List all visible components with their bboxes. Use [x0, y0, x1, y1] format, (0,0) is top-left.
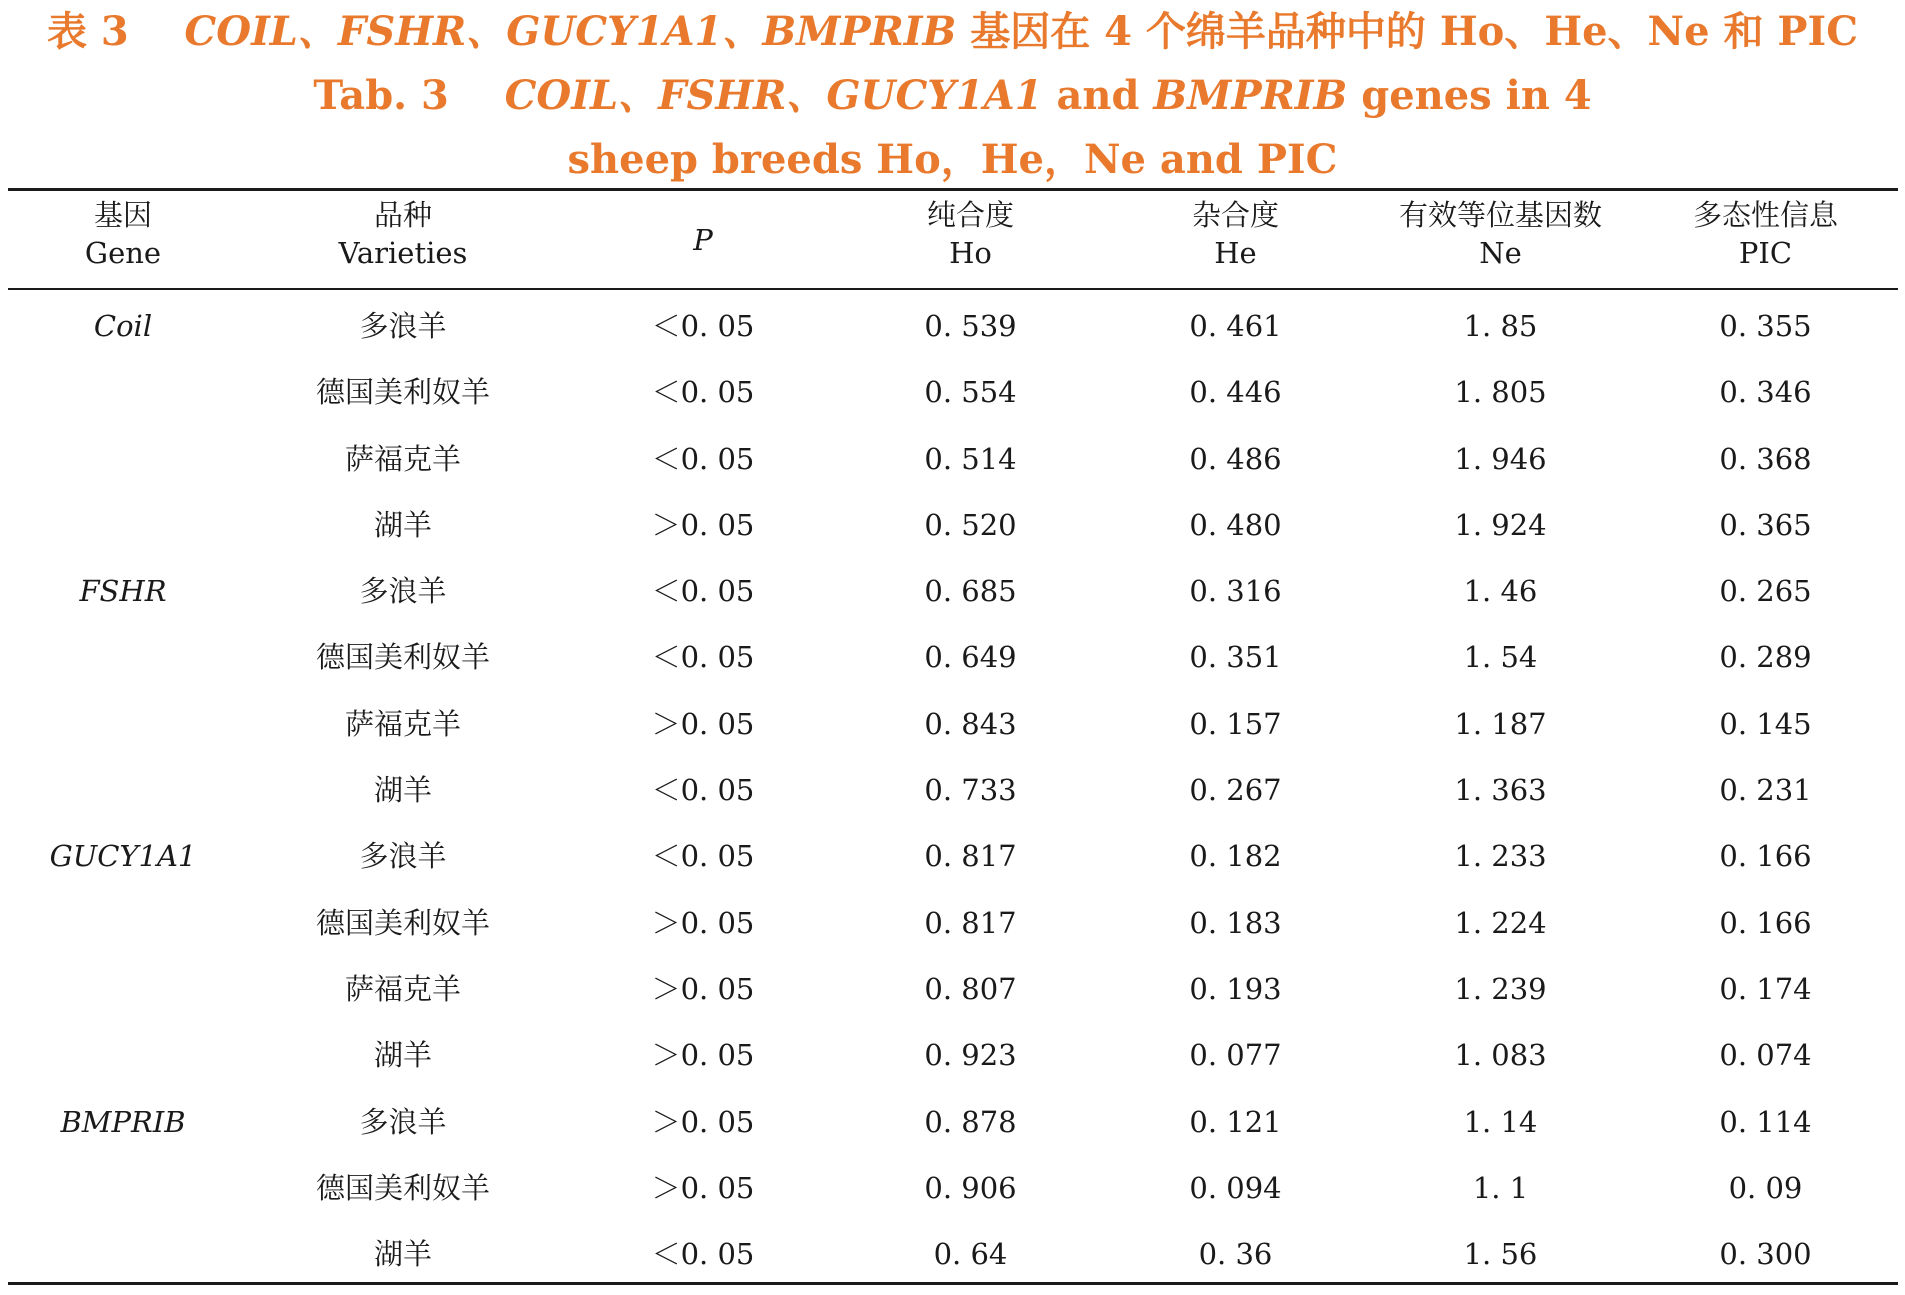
cell-pic: 0. 231	[1719, 773, 1812, 808]
caption-en-gene-names: COIL、FSHR、GUCY1A1	[504, 72, 1043, 119]
cell-gene: Coil	[93, 309, 153, 343]
table-caption-cn	[0, 0, 1905, 64]
header-ho-cn: 纯合度	[926, 198, 1014, 232]
header-pic	[1633, 196, 1898, 284]
cell-ho: 0. 923	[924, 1038, 1017, 1073]
table-row	[8, 1155, 1898, 1221]
header-he	[1103, 196, 1368, 284]
header-p: P	[693, 223, 713, 257]
caption-en-number: Tab. 3	[313, 72, 449, 119]
cell-ho: 0. 878	[924, 1104, 1017, 1139]
header-gene-en: Gene	[84, 236, 162, 270]
caption-gene-names: COIL、FSHR、GUCY1A1、BMPRIB	[184, 8, 957, 55]
table-row	[8, 359, 1898, 425]
cell-ne: 1. 1	[1472, 1170, 1529, 1205]
cell-he: 0. 486	[1189, 441, 1282, 476]
table-row	[8, 492, 1898, 558]
cell-ne: 1. 54	[1463, 640, 1538, 675]
table-caption-en	[0, 64, 1905, 128]
table-caption-en-line2	[0, 128, 1905, 192]
cell-p: ＞0. 05	[651, 1104, 755, 1139]
table-body	[8, 293, 1898, 1287]
cell-p: ＞0. 05	[651, 971, 755, 1006]
cell-ne: 1. 85	[1463, 309, 1538, 343]
cell-gene	[8, 492, 238, 558]
caption-en-and: and	[1042, 72, 1154, 119]
cell-ho: 0. 520	[924, 507, 1017, 542]
cell-pic: 0. 265	[1719, 574, 1812, 609]
table-row	[8, 956, 1898, 1022]
cell-ho: 0. 817	[924, 839, 1017, 874]
cell-pic: 0. 145	[1719, 706, 1812, 741]
cell-he: 0. 121	[1189, 1104, 1282, 1139]
header-he-en: He	[1214, 236, 1257, 270]
table-row	[8, 1221, 1898, 1287]
cell-he: 0. 461	[1189, 309, 1282, 343]
cell-variety: 多浪羊	[359, 309, 447, 343]
cell-gene	[8, 1022, 238, 1088]
cell-variety: 德国美利奴羊	[315, 1170, 490, 1205]
header-pic-cn: 多态性信息	[1692, 198, 1838, 232]
cell-gene	[8, 890, 238, 956]
table-row	[8, 757, 1898, 823]
cell-ne: 1. 239	[1454, 971, 1547, 1006]
caption-en-text: genes in 4	[1347, 72, 1592, 119]
cell-variety: 湖羊	[373, 507, 432, 542]
cell-he: 0. 316	[1189, 574, 1282, 609]
cell-ne: 1. 805	[1454, 375, 1547, 410]
cell-ho: 0. 554	[924, 375, 1017, 410]
cell-ho: 0. 733	[924, 773, 1017, 808]
caption-table-number: 表 3	[46, 8, 129, 55]
cell-ne: 1. 224	[1454, 905, 1547, 940]
header-variety-cn: 品种	[373, 198, 432, 232]
cell-he: 0. 480	[1189, 507, 1282, 542]
cell-gene	[8, 757, 238, 823]
cell-pic: 0. 365	[1719, 507, 1812, 542]
table-row	[8, 890, 1898, 956]
cell-variety: 萨福克羊	[344, 706, 461, 741]
cell-ne: 1. 14	[1463, 1104, 1538, 1139]
cell-ne: 1. 46	[1463, 574, 1538, 609]
cell-p: ＞0. 05	[651, 1170, 755, 1205]
cell-gene	[8, 1155, 238, 1221]
cell-ho: 0. 807	[924, 971, 1017, 1006]
cell-variety: 多浪羊	[359, 574, 447, 609]
cell-he: 0. 077	[1189, 1038, 1282, 1073]
cell-variety: 湖羊	[373, 773, 432, 808]
cell-ho: 0. 514	[924, 441, 1017, 476]
cell-ne: 1. 363	[1454, 773, 1547, 808]
cell-pic: 0. 09	[1728, 1170, 1803, 1205]
cell-he: 0. 094	[1189, 1170, 1282, 1205]
cell-ne: 1. 187	[1454, 706, 1547, 741]
cell-he: 0. 267	[1189, 773, 1282, 808]
cell-variety: 多浪羊	[359, 1104, 447, 1139]
header-pic-en: PIC	[1738, 236, 1793, 270]
table-header	[8, 196, 1898, 284]
cell-pic: 0. 166	[1719, 839, 1812, 874]
header-ne	[1368, 196, 1633, 284]
cell-pic: 0. 166	[1719, 905, 1812, 940]
cell-pic: 0. 300	[1719, 1237, 1812, 1272]
cell-p: ＜0. 05	[651, 574, 755, 609]
table-top-rule	[8, 188, 1898, 191]
cell-gene	[8, 1221, 238, 1287]
table-row	[8, 624, 1898, 690]
cell-p: ＞0. 05	[651, 507, 755, 542]
header-variety-en: Varieties	[338, 236, 468, 270]
cell-p: ＜0. 05	[651, 773, 755, 808]
header-gene	[8, 196, 238, 284]
cell-p: ＜0. 05	[651, 1237, 755, 1272]
table-row	[8, 558, 1898, 624]
cell-pic: 0. 355	[1719, 309, 1812, 343]
cell-pic: 0. 174	[1719, 971, 1812, 1006]
cell-pic: 0. 114	[1719, 1104, 1812, 1139]
cell-variety: 萨福克羊	[344, 441, 461, 476]
table-row	[8, 1089, 1898, 1155]
cell-p: ＞0. 05	[651, 1038, 755, 1073]
table-row	[8, 293, 1898, 359]
header-gene-cn: 基因	[93, 198, 152, 232]
caption-en-gene-last: BMPRIB	[1153, 72, 1348, 119]
cell-pic: 0. 074	[1719, 1038, 1812, 1073]
cell-he: 0. 351	[1189, 640, 1282, 675]
cell-ho: 0. 685	[924, 574, 1017, 609]
cell-ho: 0. 843	[924, 706, 1017, 741]
cell-pic: 0. 368	[1719, 441, 1812, 476]
cell-he: 0. 182	[1189, 839, 1282, 874]
header-variety	[238, 196, 568, 284]
cell-gene	[8, 691, 238, 757]
cell-ho: 0. 906	[924, 1170, 1017, 1205]
header-ho	[838, 196, 1103, 284]
cell-gene	[8, 956, 238, 1022]
cell-variety: 多浪羊	[359, 839, 447, 874]
cell-ho: 0. 649	[924, 640, 1017, 675]
cell-ne: 1. 924	[1454, 507, 1547, 542]
cell-he: 0. 193	[1189, 971, 1282, 1006]
cell-variety: 德国美利奴羊	[315, 905, 490, 940]
cell-p: ＜0. 05	[651, 441, 755, 476]
cell-p: ＜0. 05	[651, 309, 755, 343]
table-row	[8, 426, 1898, 492]
caption-cn-text: 基因在 4 个绵羊品种中的 Ho、He、Ne 和 PIC	[956, 8, 1859, 55]
cell-ne: 1. 946	[1454, 441, 1547, 476]
table-row	[8, 823, 1898, 889]
cell-variety: 湖羊	[373, 1038, 432, 1073]
cell-gene	[8, 624, 238, 690]
caption-en-line2-text: sheep breeds Ho，He，Ne and PIC	[567, 136, 1338, 183]
cell-p: ＜0. 05	[651, 839, 755, 874]
cell-ne: 1. 083	[1454, 1038, 1547, 1073]
cell-gene: GUCY1A1	[49, 839, 197, 874]
cell-ho: 0. 64	[933, 1237, 1008, 1272]
header-ne-en: Ne	[1479, 236, 1522, 270]
table-row	[8, 691, 1898, 757]
cell-gene: BMPRIB	[60, 1104, 186, 1139]
cell-variety: 德国美利奴羊	[315, 375, 490, 410]
cell-variety: 湖羊	[373, 1237, 432, 1272]
cell-pic: 0. 346	[1719, 375, 1812, 410]
cell-ho: 0. 817	[924, 905, 1017, 940]
cell-he: 0. 36	[1198, 1237, 1273, 1272]
header-ne-cn: 有效等位基因数	[1398, 198, 1602, 232]
cell-he: 0. 446	[1189, 375, 1282, 410]
header-ho-en: Ho	[949, 236, 992, 270]
table-header-rule	[8, 288, 1898, 290]
cell-ne: 1. 233	[1454, 839, 1547, 874]
cell-pic: 0. 289	[1719, 640, 1812, 675]
cell-he: 0. 183	[1189, 905, 1282, 940]
cell-he: 0. 157	[1189, 706, 1282, 741]
cell-gene	[8, 359, 238, 425]
cell-gene: FSHR	[79, 574, 167, 609]
table-row	[8, 1022, 1898, 1088]
cell-p: ＜0. 05	[651, 375, 755, 410]
cell-p: ＞0. 05	[651, 706, 755, 741]
cell-p: ＜0. 05	[651, 640, 755, 675]
header-he-cn: 杂合度	[1191, 198, 1279, 232]
cell-p: ＞0. 05	[651, 905, 755, 940]
cell-gene	[8, 426, 238, 492]
cell-ho: 0. 539	[924, 309, 1017, 343]
cell-ne: 1. 56	[1463, 1237, 1538, 1272]
cell-variety: 萨福克羊	[344, 971, 461, 1006]
cell-variety: 德国美利奴羊	[315, 640, 490, 675]
